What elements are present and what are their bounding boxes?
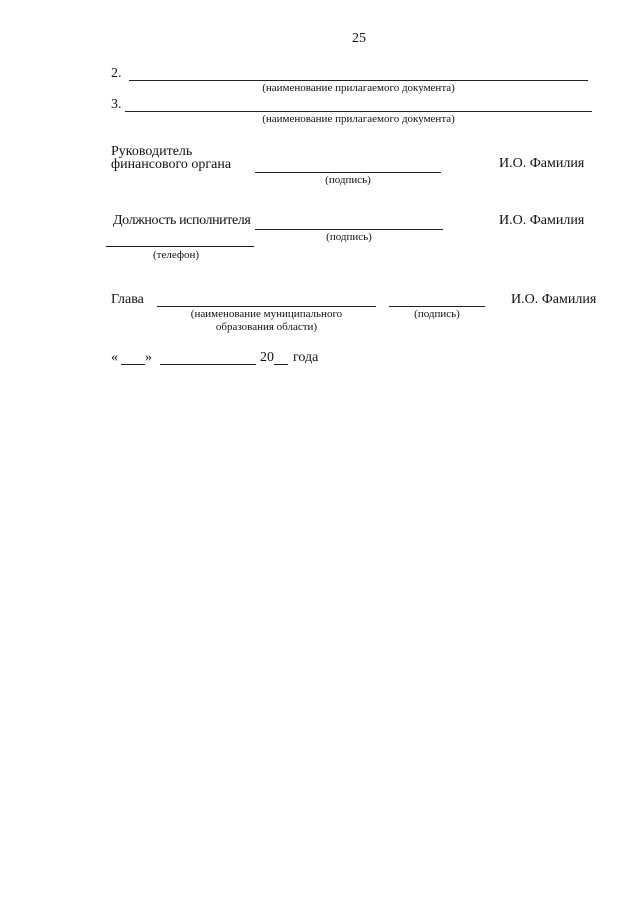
attachment-2-number: 2. [111, 66, 122, 81]
head-label: Глава [111, 292, 144, 307]
head-name: И.О. Фамилия [511, 292, 597, 307]
finance-head-label-line1: Руководитель [111, 144, 193, 159]
head-signature-caption: (подпись) [414, 308, 460, 320]
date-day-line [121, 364, 145, 365]
executor-name: И.О. Фамилия [499, 213, 585, 228]
executor-label: Должность исполнителя [113, 213, 251, 228]
attachment-3-line [125, 111, 592, 112]
executor-signature-caption: (подпись) [326, 231, 372, 243]
page-number: 25 [352, 31, 366, 46]
head-signature-line [389, 306, 485, 307]
attachment-3-number: 3. [111, 97, 122, 112]
finance-head-signature-line [255, 172, 441, 173]
date-year-prefix: 20 [260, 350, 274, 365]
finance-head-label-line2: финансового органа [111, 157, 232, 172]
attachment-2-line [129, 80, 588, 81]
head-municipality-line [157, 306, 376, 307]
date-month-line [160, 364, 256, 365]
date-open-quote: « [111, 350, 118, 365]
date-year-line [274, 364, 288, 365]
executor-phone-line [106, 246, 254, 247]
executor-signature-line [255, 229, 443, 230]
attachment-3-caption: (наименование прилагаемого документа) [262, 113, 455, 125]
executor-phone-caption: (телефон) [153, 249, 200, 261]
date-close-quote: » [145, 350, 152, 365]
head-municipality-caption: (наименование муниципального образования области) [190, 308, 343, 333]
finance-head-signature-caption: (подпись) [325, 174, 371, 186]
attachment-2-caption: (наименование прилагаемого документа) [262, 82, 455, 94]
date-suffix: года [293, 350, 319, 365]
finance-head-name: И.О. Фамилия [499, 156, 585, 171]
